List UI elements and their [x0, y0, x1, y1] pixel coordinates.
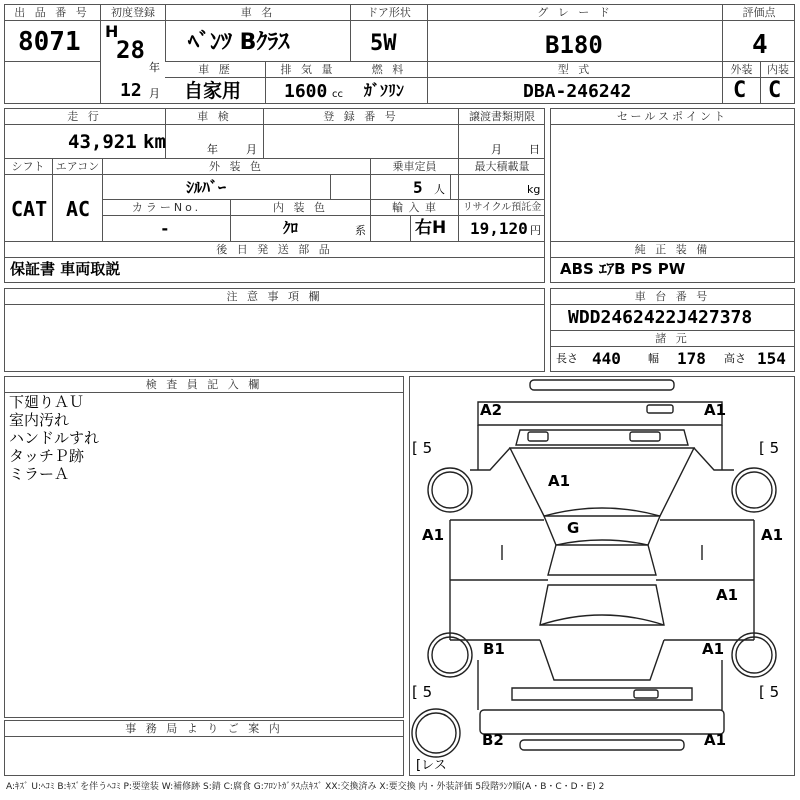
later-parts: 保証書 車両取説: [10, 260, 121, 278]
tire-rear-left: [ 5: [412, 683, 433, 701]
color-no-label: カラーNo.: [131, 201, 202, 214]
history: 自家用: [184, 80, 242, 102]
tire-front-right: [ 5: [759, 439, 780, 457]
interior-label: 内装: [767, 63, 789, 76]
damage-mark: B2: [482, 731, 504, 749]
lot-no: 8071: [18, 27, 81, 57]
damage-mark: G: [567, 519, 580, 537]
notes-label: 注 意 事 項 欄: [226, 290, 323, 303]
width: 178: [677, 349, 706, 368]
fuel-label: 燃 料: [371, 63, 407, 76]
equipment-label: 純 正 装 備: [634, 243, 711, 256]
history-label: 車 歴: [198, 63, 233, 76]
dims-label: 諸 元: [655, 332, 690, 345]
office-label: 事 務 局 よ り ご 案 内: [125, 722, 283, 735]
int-color-unit: 系: [355, 224, 366, 237]
car-name-label: 車 名: [240, 6, 276, 19]
damage-mark: A2: [480, 401, 503, 419]
max-load-label: 最大積載量: [474, 160, 530, 173]
grade-label: グ レ ー ド: [537, 6, 613, 19]
capacity: 5: [413, 178, 423, 197]
damage-mark: A1: [716, 586, 739, 604]
tire-rear-right: [ 5: [759, 683, 780, 701]
fuel: ｶﾞｿﾘﾝ: [364, 81, 405, 100]
grade: B180: [545, 31, 603, 59]
inspector-note: 室内汚れ: [9, 411, 70, 429]
score-label: 評価点: [742, 6, 776, 19]
inspector-note: ハンドルすれ: [9, 429, 100, 447]
ext-color: ｼﾙﾊﾞｰ: [186, 178, 227, 197]
damage-mark: A1: [704, 401, 727, 419]
inspection-label: 車 検: [197, 110, 232, 123]
model-code-label: 型 式: [557, 63, 593, 76]
first-reg-month: 12: [120, 80, 142, 101]
int-color-label: 内 装 色: [273, 201, 328, 214]
first-reg-year: 28: [116, 36, 145, 64]
chassis-label: 車 台 番 号: [634, 290, 711, 303]
chassis-number: WDD2462422J427378: [568, 307, 753, 328]
capacity-unit: 人: [434, 183, 445, 196]
car-diagram: [409, 376, 795, 776]
exterior-label: 外装: [730, 63, 753, 76]
score: 4: [752, 30, 768, 60]
inspector-note: 下廻りＡＵ: [9, 393, 85, 411]
mileage-label: 走 行: [67, 110, 102, 123]
ext-color-label: 外 装 色: [209, 160, 264, 173]
color-no: -: [160, 219, 170, 238]
width-label: 幅: [648, 352, 659, 365]
era: H: [105, 22, 119, 41]
transfer-day-unit: 日: [529, 143, 540, 156]
displacement: 1600: [284, 81, 328, 102]
import-label: 輸 入 車: [392, 201, 437, 214]
shift: CAT: [11, 197, 48, 221]
exterior-grade: C: [733, 78, 747, 103]
first-reg-label: 初度登録: [111, 6, 155, 19]
month-unit: 月: [149, 87, 160, 100]
equipment: ABS ｴｱB PS PW: [560, 260, 686, 278]
length-label: 長さ: [556, 352, 578, 365]
inspector-note: タッチＰ跡: [9, 447, 85, 465]
later-parts-label: 後 日 発 送 部 品: [216, 243, 333, 256]
lot-no-label: 出 品 番 号: [14, 6, 90, 19]
year-unit: 年: [149, 61, 160, 74]
mileage: 43,921: [68, 131, 137, 153]
door-label: ドア形状: [367, 6, 411, 19]
model-code: DBA-246242: [523, 81, 632, 102]
import: 右H: [415, 218, 447, 238]
transfer-label: 譲渡書類期限: [469, 110, 535, 123]
inspection-month-unit: 月: [246, 143, 257, 156]
inspector-note: ミラーＡ: [9, 465, 70, 483]
height-label: 高さ: [724, 352, 746, 365]
transfer-month-unit: 月: [491, 143, 502, 156]
ac-label: エアコン: [55, 160, 100, 173]
damage-mark: A1: [548, 472, 571, 490]
capacity-label: 乗車定員: [392, 160, 437, 173]
max-load-unit: kg: [527, 183, 541, 196]
car-name: ﾍﾞﾝﾂ Bｸﾗｽ: [188, 30, 290, 55]
door-type: 5W: [370, 31, 397, 56]
damage-mark: A1: [422, 526, 445, 544]
recycle-label: リサイクル預託金: [462, 202, 542, 213]
inspection-year-unit: 年: [207, 143, 218, 156]
spare-tire: [レス: [416, 758, 447, 773]
displacement-unit: cc: [332, 89, 343, 100]
shift-label: シフト: [11, 160, 45, 173]
height: 154: [757, 349, 786, 368]
int-color: ｸﾛ: [283, 219, 299, 237]
inspector-label: 検 査 員 記 入 欄: [145, 378, 263, 391]
legend: A:ｷｽﾞ U:ﾍｺﾐ B:ｷｽﾞを伴うﾍｺﾐ P:要塗装 W:補修跡 S:錆 C:腐食 G:ﾌﾛﾝﾄｶﾞﾗｽ点ｷｽﾞ XX:交換済み X:要交換 内・外装評価 5段階ﾗﾝｸ順(A・B・C・D・E) 2: [6, 782, 605, 792]
damage-mark: A1: [704, 731, 727, 749]
displacement-label: 排 気 量: [280, 63, 336, 76]
sales-point-label: セールスポイント: [616, 110, 728, 123]
mileage-unit: km: [143, 131, 166, 153]
recycle: 19,120: [470, 219, 528, 238]
damage-mark: A1: [702, 640, 725, 658]
ac: AC: [66, 197, 91, 221]
reg-no-label: 登 録 番 号: [323, 110, 399, 123]
recycle-unit: 円: [530, 224, 541, 237]
tire-front-left: [ 5: [412, 439, 433, 457]
damage-mark: A1: [761, 526, 784, 544]
interior-grade: C: [768, 78, 782, 103]
damage-mark: B1: [483, 640, 505, 658]
length: 440: [592, 349, 621, 368]
